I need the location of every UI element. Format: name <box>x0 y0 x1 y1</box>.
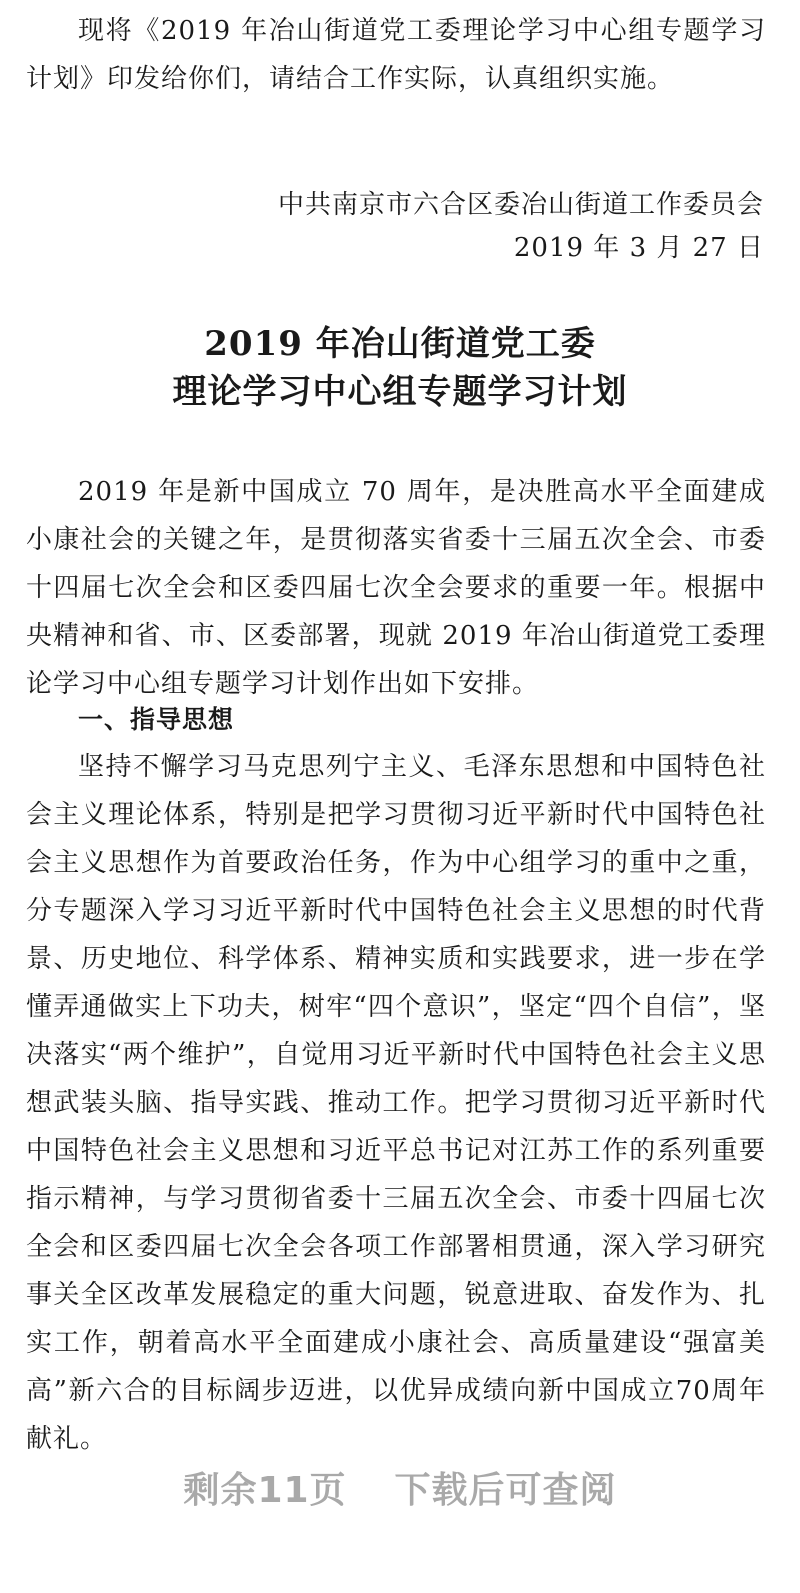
signature-organization: 中共南京市六合区委冶山街道工作委员会 <box>277 190 764 220</box>
section-heading-guiding-ideology: 一、指导思想 <box>78 705 235 734</box>
body-paragraph-2: 坚持不懈学习马克思列宁主义、毛泽东思想和中国特色社会主义理论体系，特别是把学习贯彻习近平新时代中国特色社会主义思想作为首要政治任务，作为中心组学习的重中之重，分专题深入学习习近平新时代中国特色社会主义思想的时代背景、历史地位、科学体系、精神实质和实践要求，进一步在学懂弄通做实上下功夫，树牢“四个意识”，坚定“四个自信”，坚决落实“两个维护”，自觉用习近平新时代中国特色社会主义思想武装头脑、指导实践、推动工作。把学习贯彻习近平新时代中国特色社会主义思想和习近平总书记对江苏工作的系列重要指示精神，与学习贯彻省委十三届五次全会、市委十四届七次全会和区委四届七次全会各项工作部署相贯通，深入学习研究事关全区改革发展稳定的重大问题，锐意进取、奋发作为、扎实工作，朝着高水平全面建成小康社会、高质量建设“强富美高”新六合的目标阔步迈进，以优异成绩向新中国成立70周年献礼。 <box>26 752 766 1454</box>
document-title-line-2: 理论学习中心组专题学习计划 <box>172 372 628 412</box>
signature-date: 2019 年 3 月 27 日 <box>513 233 764 263</box>
download-banner[interactable] <box>0 1462 800 1513</box>
download-hint-label: 下载后可查阅 <box>394 1470 617 1511</box>
remaining-pages-label: 剩余11页 <box>183 1470 347 1511</box>
intro-paragraph: 现将《2019 年冶山街道党工委理论学习中心组专题学习计划》印发给你们，请结合工作实际，认真组织实施。 <box>26 16 766 94</box>
body-paragraph-1: 2019 年是新中国成立 70 周年，是决胜高水平全面建成小康社会的关键之年，是贯彻落实省委十三届五次全会、市委十四届七次全会和区委四届七次全会要求的重要一年。根据中央精神和省、市、区委部署，现就 2019 年冶山街道党工委理论学习中心组专题学习计划作出如下安排。 <box>26 477 766 699</box>
document-title-line-1: 2019 年冶山街道党工委 <box>204 324 596 364</box>
